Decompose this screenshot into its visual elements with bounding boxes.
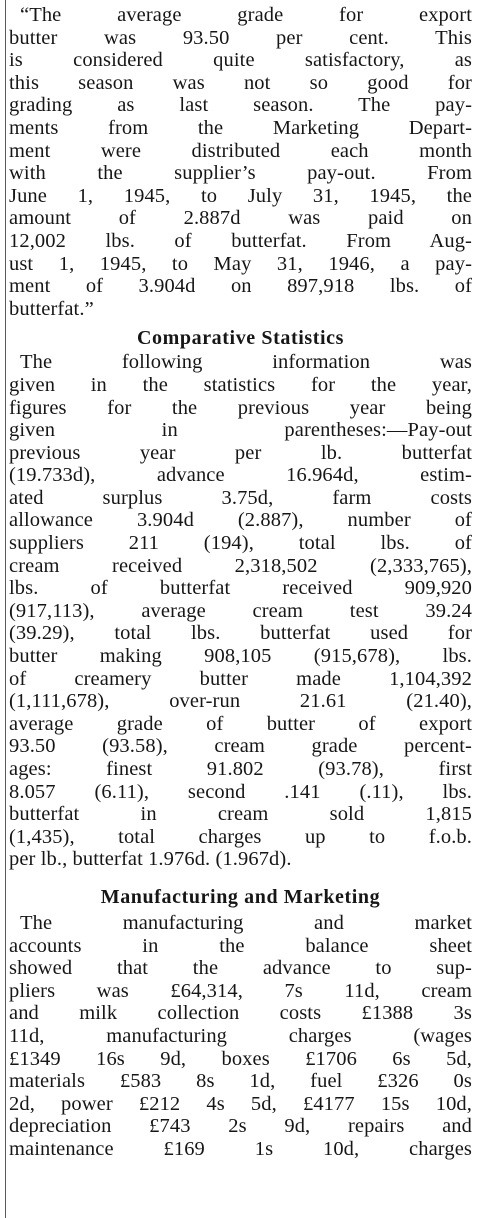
text-line: butterfat in cream sold 1,815 (9, 803, 472, 826)
heading-comparative-statistics: Comparative Statistics (136, 327, 345, 350)
text-line: this season was not so good for (9, 71, 472, 94)
text-line: butterfat.” (9, 297, 94, 320)
text-line: accounts in the balance sheet (9, 934, 472, 957)
text-line: with the supplier’s pay-out. From (9, 162, 472, 185)
text-line: 11d, manufacturing charges (wages (9, 1024, 472, 1047)
text-line: “The average grade for export (20, 4, 472, 26)
text-line: 12,002 lbs. of butterfat. From Aug- (9, 229, 472, 252)
text-line: ust 1, 1945, to May 31, 1946, a pay- (9, 252, 472, 275)
text-line: June 1, 1945, to July 31, 1945, the (9, 184, 472, 207)
heading-manufacturing-marketing: Manufacturing and Marketing (100, 885, 381, 908)
text-line: and milk collection costs £1388 3s (9, 1002, 472, 1025)
text-line: The manufacturing and market (20, 911, 472, 934)
text-line: lbs. of butterfat received 909,920 (9, 577, 472, 600)
text-line: (917,113), average cream test 39.24 (9, 599, 472, 622)
text-line: of creamery butter made 1,104,392 (9, 667, 472, 690)
text-line: average grade of butter of export (9, 712, 472, 735)
text-line: ages: finest 91.802 (93.78), first (9, 758, 472, 780)
text-line: is considered quite satisfactory, as (9, 49, 472, 72)
text-line: given in the statistics for the year, (9, 373, 472, 396)
text-line: showed that the advance to sup- (9, 957, 472, 980)
text-line: amount of 2.887d was paid on (9, 207, 472, 230)
text-line: maintenance £169 1s 10d, charges (9, 1137, 472, 1160)
text-line: ment were distributed each month (9, 139, 472, 162)
text-line: 93.50 (93.58), cream grade percent- (9, 735, 472, 758)
text-line: given in parentheses:—Pay-out (9, 419, 472, 442)
text-line: 2d, power £212 4s 5d, £4177 15s 10d, (9, 1092, 472, 1115)
text-line: previous year per lb. butterfat (9, 441, 472, 464)
text-line: butter making 908,105 (915,678), lbs. (9, 645, 472, 668)
text-line: cream received 2,318,502 (2,333,765), (9, 554, 472, 577)
paragraph-export-grade (9, 4, 472, 320)
column-rule (5, 0, 6, 1218)
text-line: 8.057 (6.11), second .141 (.11), lbs. (9, 780, 472, 803)
text-line: (19.733d), advance 16.964d, estim- (9, 464, 472, 487)
text-line: per lb., butterfat 1.976d. (1.967d). (9, 848, 292, 871)
text-line: grading as last season. The pay- (9, 94, 472, 117)
text-line: ated surplus 3.75d, farm costs (9, 486, 472, 509)
text-line: ment of 3.904d on 897,918 lbs. of (9, 275, 472, 298)
text-line: figures for the previous year being (9, 396, 472, 419)
text-line: suppliers 211 (194), total lbs. of (9, 532, 472, 555)
text-line: materials £583 8s 1d, fuel £326 0s (9, 1070, 472, 1093)
text-line: (1,435), total charges up to f.o.b. (9, 825, 472, 848)
text-line: ments from the Marketing Depart- (9, 116, 472, 139)
text-line: (39.29), total lbs. butterfat used for (9, 622, 472, 645)
paragraph-statistics (9, 351, 472, 871)
text-line: The following information was (20, 351, 472, 374)
newspaper-column (9, 0, 472, 1161)
text-line: butter was 93.50 per cent. This (9, 26, 472, 49)
text-line: (1,111,678), over-run 21.61 (21.40), (9, 690, 472, 713)
text-line: allowance 3.904d (2.887), number of (9, 509, 472, 532)
text-line: £1349 16s 9d, boxes £1706 6s 5d, (9, 1047, 472, 1070)
paragraph-manufacturing-accounts (9, 912, 472, 1161)
text-line: pliers was £64,314, 7s 11d, cream (9, 979, 472, 1002)
text-line: depreciation £743 2s 9d, repairs and (9, 1115, 472, 1138)
